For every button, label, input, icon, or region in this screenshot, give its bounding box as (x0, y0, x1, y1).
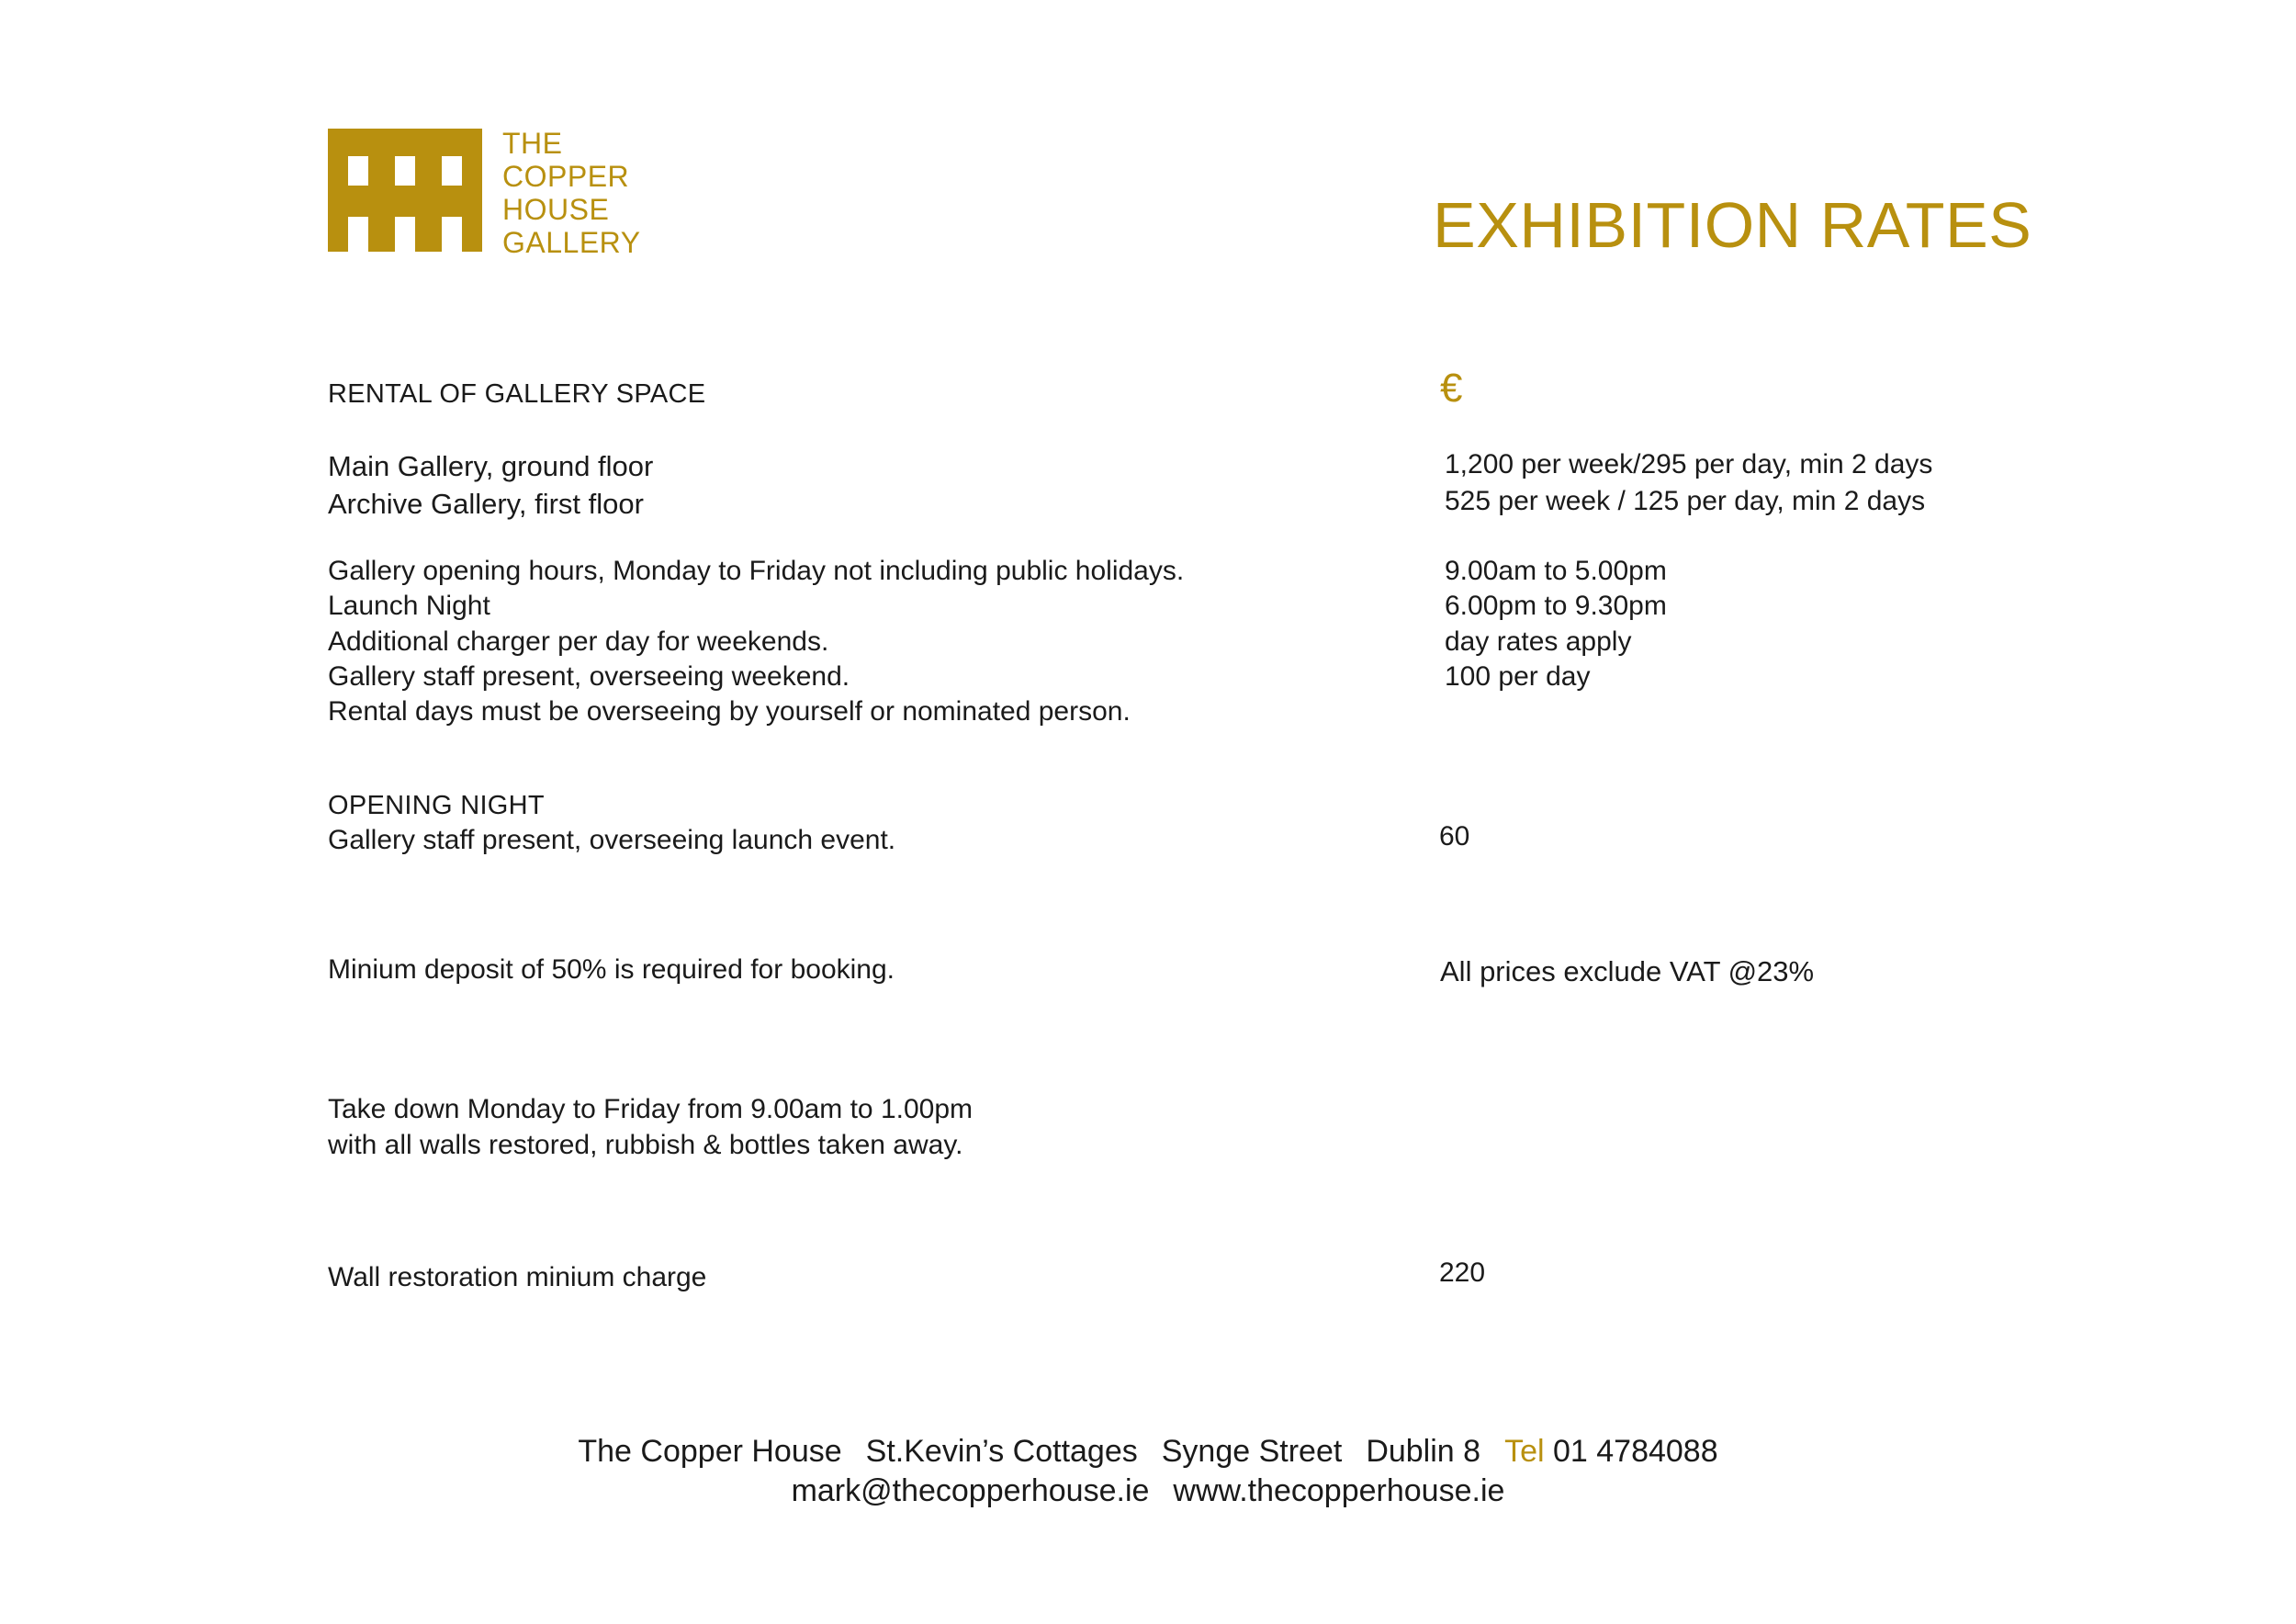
opening-night-heading: OPENING NIGHT (328, 791, 545, 820)
rental-note: Rental days must be overseeing by yourself or nominated person. (328, 696, 1131, 727)
rental-note-value: 100 per day (1445, 661, 1591, 692)
take-down-line-1: Take down Monday to Friday from 9.00am to 1.00pm (328, 1094, 974, 1124)
page-title: EXHIBITION RATES (1433, 189, 2032, 261)
logo-line-1: THE (502, 127, 563, 160)
footer-contact (0, 1471, 2296, 1511)
rental-note-value: day rates apply (1445, 626, 1632, 657)
deposit-text: Minium deposit of 50% is required for booking. (328, 954, 895, 985)
opening-night-value: 60 (1439, 821, 1470, 851)
logo-line-3: HOUSE (502, 193, 610, 226)
rental-note-value: 9.00am to 5.00pm (1445, 556, 1667, 586)
footer-tel-label: Tel (1504, 1434, 1545, 1469)
footer-address (0, 1431, 2296, 1472)
footer-city: Dublin 8 (1366, 1434, 1481, 1469)
building-logo-icon (328, 129, 482, 252)
logo (328, 129, 641, 259)
main-gallery-rate: 1,200 per week/295 per day, min 2 days (1445, 449, 1933, 479)
rental-note: Additional charger per day for weekends. (328, 626, 829, 657)
footer-cottages: St.Kevin’s Cottages (865, 1434, 1138, 1469)
logo-wordmark (502, 127, 641, 259)
logo-line-2: COPPER (502, 160, 630, 193)
rental-note: Gallery staff present, overseeing weekend. (328, 661, 850, 692)
wall-restoration-value: 220 (1439, 1257, 1486, 1288)
rental-note-value: 6.00pm to 9.30pm (1445, 591, 1667, 621)
rental-note: Launch Night (328, 591, 490, 621)
footer-street: Synge Street (1161, 1434, 1343, 1469)
footer-name: The Copper House (578, 1434, 842, 1469)
take-down-line-2: with all walls restored, rubbish & bottles taken away. (328, 1130, 963, 1160)
archive-gallery-rate: 525 per week / 125 per day, min 2 days (1445, 486, 1926, 516)
euro-symbol: € (1440, 366, 1463, 411)
main-gallery-label: Main Gallery, ground floor (328, 450, 654, 482)
footer-website[interactable]: www.thecopperhouse.ie (1173, 1473, 1505, 1508)
opening-night-description: Gallery staff present, overseeing launch event. (328, 825, 896, 855)
archive-gallery-label: Archive Gallery, first floor (328, 488, 644, 520)
wall-restoration-label: Wall restoration minium charge (328, 1262, 707, 1292)
footer-email[interactable]: mark@thecopperhouse.ie (791, 1473, 1150, 1508)
vat-note: All prices exclude VAT @23% (1440, 955, 1815, 987)
rental-heading: RENTAL OF GALLERY SPACE (328, 379, 706, 409)
rental-note: Gallery opening hours, Monday to Friday not including public holidays. (328, 556, 1185, 586)
logo-line-4: GALLERY (502, 226, 641, 259)
footer-tel-number[interactable]: 01 4784088 (1552, 1434, 1718, 1469)
